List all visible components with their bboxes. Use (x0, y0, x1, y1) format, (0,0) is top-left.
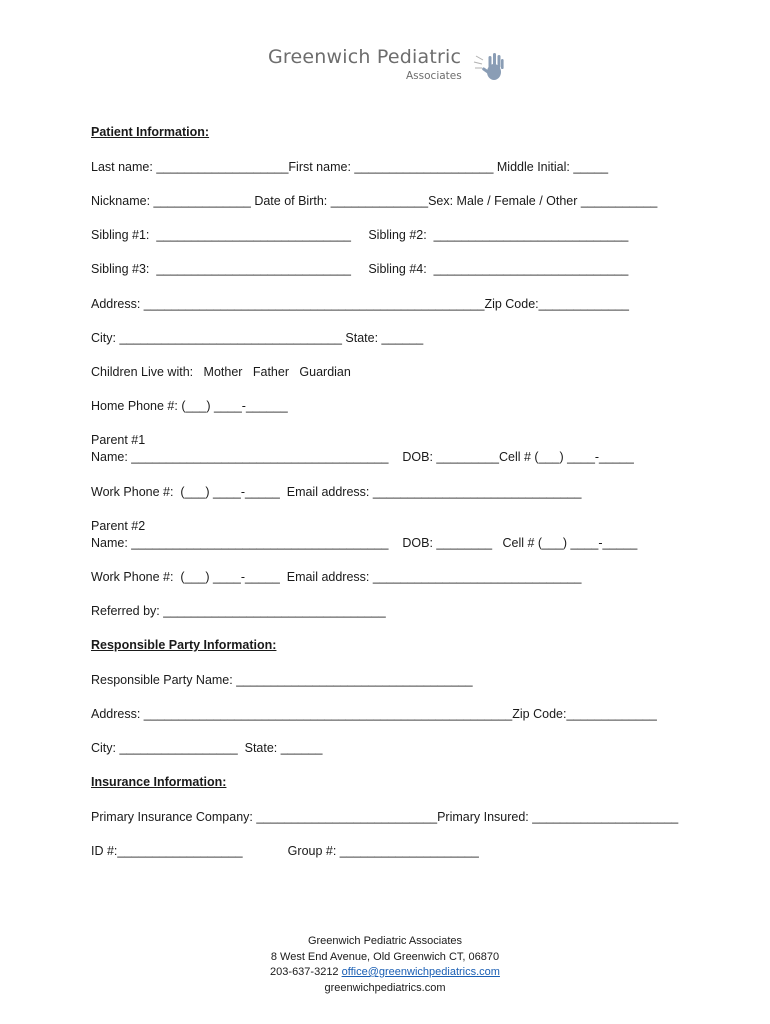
footer-org: Greenwich Pediatric Associates (307, 935, 463, 947)
children-live-with: Children Live with: Mother Father Guardian (91, 365, 351, 379)
parent-1-work-fields: Work Phone #: (___) ____-_____ Email address: ______________________________ (91, 485, 582, 499)
responsible-party-heading: Responsible Party Information: (91, 638, 277, 652)
home-phone-field: Home Phone #: (___) ____-______ (91, 399, 288, 413)
responsible-city-state-field: City: _________________ State: ______ (91, 741, 323, 755)
patient-address-field: Address: _________________________________________________Zip Code:_____________ (91, 297, 630, 311)
logo-sub-text: Associates (406, 70, 462, 82)
footer-phone: 203-637-3212 (270, 966, 339, 978)
patient-info-heading: Patient Information: (91, 125, 210, 139)
logo-main-text: Greenwich Pediatric (268, 46, 462, 68)
parent-1-name-fields: Name: _____________________________________ DOB: _________Cell # (___) ____-_____ (91, 450, 634, 464)
responsible-party-name-field: Responsible Party Name: __________________________________ (91, 673, 473, 687)
hand-icon (473, 48, 507, 86)
patient-city-state-field: City: ________________________________ State: ______ (91, 331, 424, 345)
primary-insurance-fields: Primary Insurance Company: __________________________Primary Insured: _____________________ (91, 810, 679, 824)
referred-by-field: Referred by: ________________________________ (91, 604, 386, 618)
practice-logo (268, 46, 508, 90)
footer-contact (0, 965, 770, 980)
parent-2-name-fields: Name: _____________________________________ DOB: ________ Cell # (___) ____-_____ (91, 536, 638, 550)
sibling-3-4-fields: Sibling #3: ____________________________ Sibling #4: ____________________________ (91, 262, 629, 276)
parent-2-work-fields: Work Phone #: (___) ____-_____ Email address: ______________________________ (91, 570, 582, 584)
footer-address: 8 West End Avenue, Old Greenwich CT, 06870 (270, 951, 500, 963)
patient-name-fields: Last name: ___________________First name: ____________________ Middle Initial: _____ (91, 160, 609, 174)
parent-2-label: Parent #2 (91, 519, 146, 533)
nickname-dob-sex-fields: Nickname: ______________ Date of Birth: ______________Sex: Male / Female / Other ___________ (91, 194, 658, 208)
responsible-address-field: Address: _____________________________________________________Zip Code:_____________ (91, 707, 657, 721)
parent-1-label: Parent #1 (91, 433, 146, 447)
insurance-info-heading: Insurance Information: (91, 775, 227, 789)
footer-email-link[interactable]: office@greenwichpediatrics.com (341, 966, 500, 978)
sibling-1-2-fields: Sibling #1: ____________________________ Sibling #2: ____________________________ (91, 228, 629, 242)
footer-website: greenwichpediatrics.com (324, 982, 446, 994)
id-group-fields: ID #:__________________ Group #: ____________________ (91, 844, 479, 858)
